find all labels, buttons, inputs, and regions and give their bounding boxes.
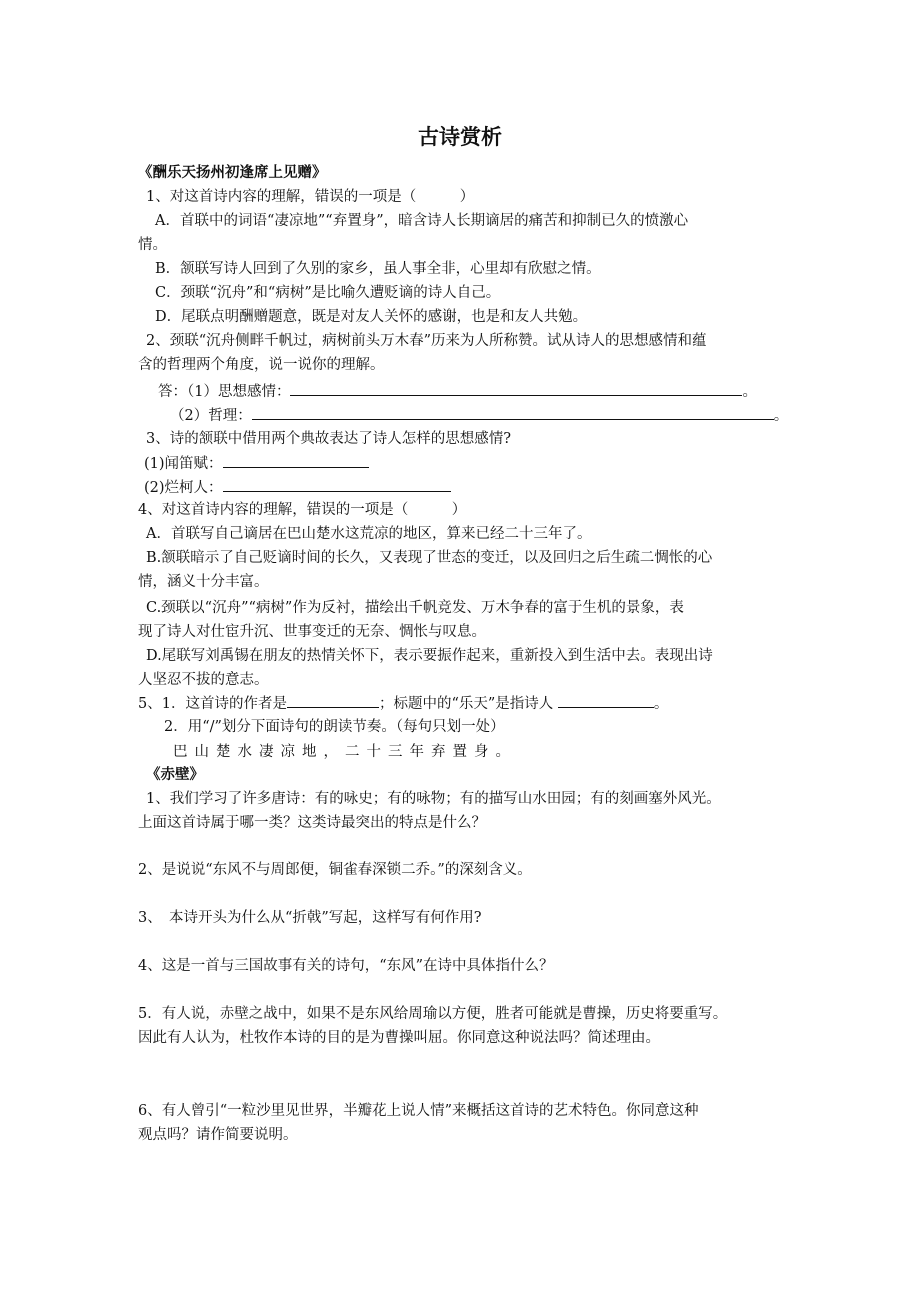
q3-part-2-label: (2)烂柯人： <box>144 480 223 496</box>
q4-option-b: B.颔联暗示了自己贬谪时间的长久，又表现了世态的变迁，以及回归之后生疏二惆怅的心 <box>146 550 713 566</box>
q2-answer-1-blank[interactable] <box>290 381 742 396</box>
q3-part-1-blank[interactable] <box>223 453 369 468</box>
q5-poet-blank[interactable] <box>558 693 654 708</box>
q1-option-a-cont: 情。 <box>138 237 167 253</box>
p2-q4: 4、这是一首与三国故事有关的诗句，“东风”在诗中具体指什么？ <box>138 958 554 974</box>
q2-answer-1-label: 答：（1）思想感情： <box>158 384 291 400</box>
q1-option-d: D．尾联点明酬赠题意，既是对友人关怀的感谢，也是和友人共勉。 <box>155 309 588 325</box>
q2-answer-2-blank[interactable] <box>252 405 774 420</box>
poem1-heading: 《酬乐天扬州初逢席上见赠》 <box>138 165 327 181</box>
p2-q5: 5．有人说，赤壁之战中，如果不是东风给周瑜以方便，胜者可能就是曹操，历史将要重写。 <box>138 1006 728 1022</box>
q4-option-c-cont: 现了诗人对仕宦升沉、世事变迁的无奈、惆怅与叹息。 <box>138 624 486 640</box>
p2-q3: 3、 本诗开头为什么从“折戟”写起，这样写有何作用? <box>138 910 482 926</box>
q1-option-b: B．颔联写诗人回到了久别的家乡，虽人事全非，心里却有欣慰之情。 <box>155 261 601 277</box>
q4-option-a: A．首联写自己谪居在巴山楚水这荒凉的地区，算来已经二十三年了。 <box>146 526 592 542</box>
q2-stem: 2、颈联“沉舟侧畔千帆过，病树前头万木春”历来为人所称赞。试从诗人的思想感情和蕴 <box>146 333 707 349</box>
q5-author-blank[interactable] <box>287 693 379 708</box>
q5-part-1-label: 5、1．这首诗的作者是 <box>138 696 287 712</box>
q1-option-c: C．颈联“沉舟”和“病树”是比喻久遭贬谪的诗人自己。 <box>155 285 501 301</box>
q4-option-c: C.颈联以“沉舟”“病树”作为反衬，描绘出千帆竞发、万木争春的富于生机的景象，表 <box>146 600 684 616</box>
q3-part-1-label: (1)闻笛赋： <box>144 456 223 472</box>
q1-option-a: A．首联中的词语“凄凉地”“弃置身”，暗含诗人长期谪居的痛苦和抑制已久的愤激心 <box>155 213 689 229</box>
q5-verse: 巴山楚水凄凉地，二十三年弃置身。 <box>173 744 517 760</box>
q4-option-d-cont: 人坚忍不拔的意志。 <box>138 672 269 688</box>
page-title: 古诗赏析 <box>418 125 502 149</box>
q2-answer-1 <box>158 381 808 403</box>
q5-part-2: 2．用“/”划分下面诗句的朗读节奏。（每句只划一处） <box>164 719 505 735</box>
p2-q1-cont: 上面这首诗属于哪一类？这类诗最突出的特点是什么？ <box>138 815 486 831</box>
q2-answer-1-end: 。 <box>742 384 757 400</box>
q2-stem-cont: 含的哲理两个角度，说一说你的理解。 <box>138 357 385 373</box>
p2-q6-cont: 观点吗？请作简要说明。 <box>138 1127 298 1143</box>
q3-part-2-blank[interactable] <box>223 477 451 492</box>
q2-answer-2-end: 。 <box>773 408 789 424</box>
q2-answer-2-label: （2）哲理： <box>170 408 252 424</box>
q3-part-1 <box>144 453 794 475</box>
q3-part-2 <box>144 477 794 499</box>
q4-option-d: D.尾联写刘禹锡在朋友的热情关怀下，表示要振作起来，重新投入到生活中去。表现出诗 <box>146 648 713 664</box>
q3-stem: 3、诗的颔联中借用两个典故表达了诗人怎样的思想感情? <box>146 431 511 447</box>
p2-q1: 1、我们学习了许多唐诗：有的咏史；有的咏物；有的描写山水田园；有的刻画塞外风光。 <box>146 791 721 807</box>
q5-part-1-end: 。 <box>653 696 669 712</box>
q5-part-1-mid: ；标题中的“乐天”是指诗人 <box>378 696 554 712</box>
q1-stem: 1、对这首诗内容的理解，错误的一项是（ ） <box>146 189 475 205</box>
q5-part-1 <box>138 693 788 715</box>
q2-answer-2 <box>170 405 820 427</box>
q4-option-b-cont: 情，涵义十分丰富。 <box>138 574 269 590</box>
p2-q6: 6、有人曾引“一粒沙里见世界，半瓣花上说人情”来概括这首诗的艺术特色。你同意这种 <box>138 1103 699 1119</box>
p2-q5-cont: 因此有人认为，杜牧作本诗的目的是为曹操叫屈。你同意这种说法吗？简述理由。 <box>138 1030 660 1046</box>
p2-q2: 2、是说说“东风不与周郎便，铜雀春深锁二乔。”的深刻含义。 <box>138 862 532 878</box>
q4-stem: 4、对这首诗内容的理解，错误的一项是（ ） <box>138 502 467 518</box>
poem2-heading: 《赤壁》 <box>146 767 204 783</box>
